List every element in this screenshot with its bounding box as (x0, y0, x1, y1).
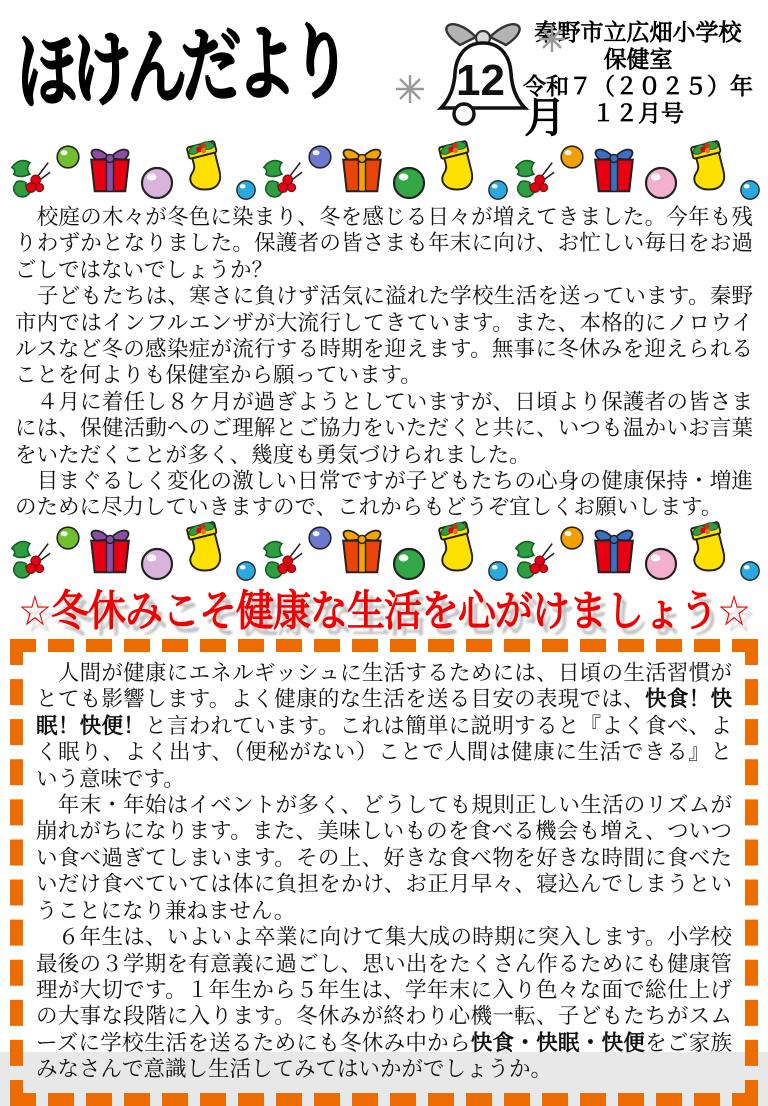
stocking-icon (678, 518, 740, 582)
intro-paragraph (15, 204, 753, 283)
school-name: 秦野市立広畑小学校 (534, 19, 742, 45)
stocking-icon (174, 518, 236, 582)
section-headline: ☆冬休みこそ健康な生活を心がけましょう☆ (17, 588, 751, 636)
holly-icon (511, 154, 557, 200)
ball-orange-icon (559, 144, 585, 170)
intro-section (0, 202, 768, 521)
ball-green2-icon (391, 546, 427, 582)
box-text: と言われています。これは簡単に説明すると『よく食べ、よく眠り、よく出す、（便秘がない）ことで人間は健康に生活できる』という意味です。 (36, 713, 732, 791)
ball-lavender-icon (139, 165, 175, 201)
box-paragraph (36, 924, 732, 1082)
intro-text-1: 校庭の木々が冬色に染まり、冬を感じる日々が増えてきました。今年も残りわずかとなりました。保護者の皆さまも年末に向け、お忙しい毎日をお過ごしではないでしょうか？ (15, 205, 753, 282)
office-name: 保健室 (603, 46, 673, 72)
ball-green2-icon (391, 165, 427, 201)
title-area (15, 9, 567, 141)
holly-icon (259, 535, 305, 581)
ball-blueviolet-icon (307, 144, 333, 170)
newsletter-title: ほけんだより (15, 15, 346, 118)
garland-middle (0, 521, 768, 583)
issue-month: １２月号 (592, 100, 684, 126)
intro-paragraph (15, 283, 753, 389)
ball-green-icon (55, 144, 81, 170)
ball-orange-icon (559, 525, 585, 551)
box-paragraph (36, 660, 732, 792)
box-text: ６年生は、いよいよ卒業に向けて集大成の時期に突入します。小学校最後の３学期を有意義に過ごし、思い出をたくさん作るためにも健康管理が大切です。１年生から５年生は、学年末に入り色々な面で総仕上げの大事な段階に入ります。冬休みが終わり心機一転、子どもたちがスムーズに学校生活を送るためにも冬休み中から (36, 925, 732, 1055)
stocking-icon (426, 518, 488, 582)
december-bell-badge (394, 9, 572, 141)
intro-text-4: 目まぐるしく変化の激しい日常ですが子どもたちの心身の健康保持・増進のために尽力していきますので、これからもどうぞ宜しくお願いします。 (15, 469, 753, 520)
box-text-bold: 快食！快眠！快便！ (36, 687, 732, 738)
box-text: 年末・年始はイベントが多く、どうしても規則正しい生活のリズムが崩れがちになります。また、美味しいものを食べる機会も増え、ついつい食べ過ぎてしまいます。その上、好きな食べ物を好きな時間に食べたいだけ食べていては体に負担をかけ、お正月早々、寝込んでしまうということになり兼ねません。 (36, 793, 732, 923)
month-number: 12 (456, 56, 505, 105)
holly-icon (7, 535, 53, 581)
stocking-icon (426, 137, 488, 201)
holly-icon (7, 154, 53, 200)
ball-blueviolet-icon (307, 525, 333, 551)
box-text: 人間が健康にエネルギッシュに生活するためには、日頃の生活習慣がとても影響します。よく健康的な生活を送る目安の表現では、 (36, 661, 732, 712)
gift-orange-icon (335, 142, 389, 196)
intro-text-3: ４月に着任し８ケ月が過ぎようとしていますが、日頃より保護者の皆さまには、保健活動へのご理解とご協力をいただくと共に、いつも温かいお言葉をいただくことが多く、幾度も勇気づけられました。 (15, 389, 753, 467)
gift-blue-icon (587, 523, 641, 577)
gift-orange-icon (335, 523, 389, 577)
ball-smallblue-icon (487, 179, 509, 201)
month-kanji: 月 (524, 94, 567, 141)
masthead (0, 0, 768, 140)
intro-text-2: 子どもたちは、寒さに負けず活気に溢れた学校生活を送っています。秦野市内ではインフルエンザが大流行してきています。また、本格的にノロウイルスなど冬の感染症が流行する時期を迎えます。無事に冬休みを迎えられることを何よりも保健室から願っています。 (15, 284, 753, 388)
gift-blue-icon (587, 142, 641, 196)
holly-icon (511, 535, 557, 581)
box-paragraph (36, 792, 732, 924)
ball-lavender-icon (139, 546, 175, 582)
box-text-bold: 快食・快眠・快便 (470, 1030, 646, 1055)
intro-paragraph (15, 468, 753, 521)
gift-purple-icon (83, 142, 137, 196)
ball-smallblue-icon (739, 560, 761, 582)
ball-pink-icon (643, 165, 679, 201)
stocking-icon (678, 137, 740, 201)
ball-green-icon (55, 525, 81, 551)
box-text: をご家族みなさんで意識し生活してみてはいかがでしょうか。 (36, 1030, 732, 1082)
gift-purple-icon (83, 523, 137, 577)
winter-health-box (10, 639, 758, 1106)
intro-paragraph (15, 389, 753, 468)
garland-top (0, 140, 768, 202)
holly-icon (259, 154, 305, 200)
ball-smallblue-icon (235, 560, 257, 582)
ball-pink-icon (643, 546, 679, 582)
stocking-icon (174, 137, 236, 201)
ball-smallblue-icon (739, 179, 761, 201)
issue-year: 令和７（２０２５）年 (523, 73, 753, 99)
ball-smallblue-icon (487, 560, 509, 582)
ball-smallblue-icon (235, 179, 257, 201)
